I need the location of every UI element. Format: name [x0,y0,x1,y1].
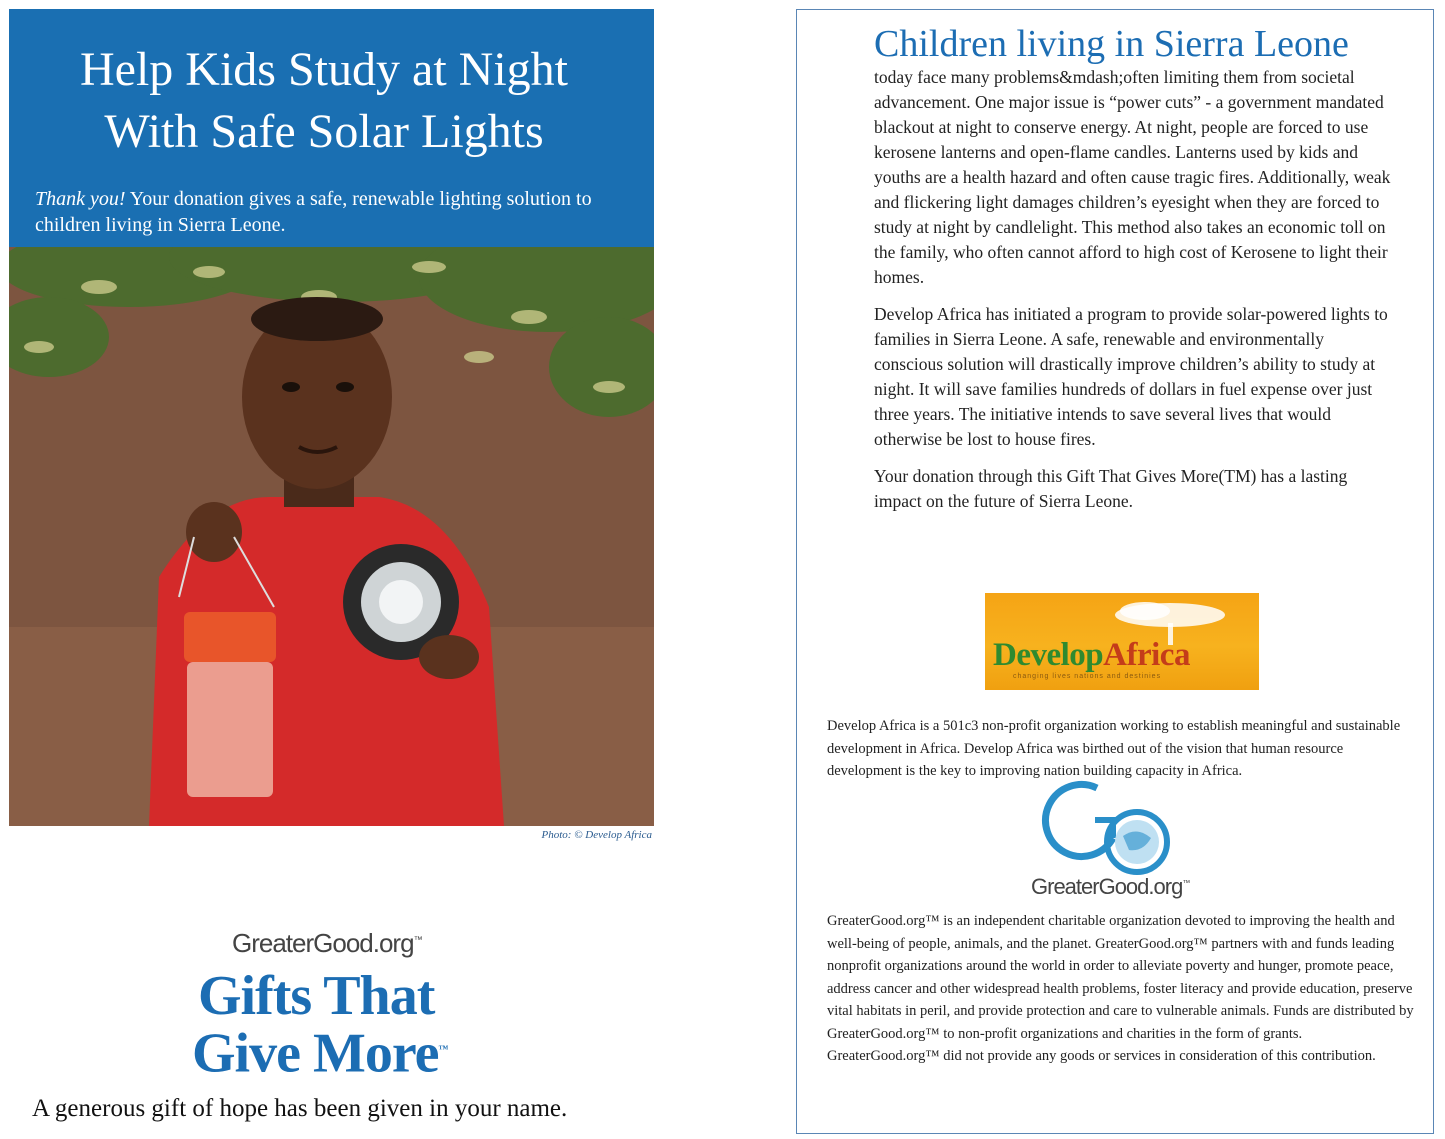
wordmark-develop: Develop [993,637,1104,673]
greatergood-logo [1027,780,1217,905]
develop-africa-tagline: changing lives nations and destinies [1013,673,1162,680]
photo-credit: Photo: © Develop Africa [541,829,652,841]
develop-africa-wordmark [993,637,1190,674]
title-line-2: With Safe Solar Lights [104,105,544,158]
develop-africa-about: Develop Africa is a 501c3 non-profit organization working to establish meaningful and sustainable development in Africa. Develop Africa was birthed out of the vision that human resource development is the key to improving nation building capacity in Africa. [827,718,1401,779]
gg-wordmark-tm: ™ [1182,878,1190,888]
child-with-solar-light-photo [9,247,654,826]
thank-you-emphasis: Thank you! [35,188,126,210]
logo-org-tm: ™ [413,934,422,945]
logo-line-1: Gifts That [198,965,435,1027]
donation-card-back [796,9,1434,1134]
logo-line-2-text: Give More [192,1022,439,1085]
section-title: Children living in Sierra Leone [874,23,1349,65]
photo-illustration [9,247,654,826]
wordmark-africa: Africa [1103,637,1190,673]
logo-org-text [232,928,422,959]
gifts-that-give-more-logo [190,928,480,1085]
logo-org-name: GreaterGood.org [232,928,414,958]
header-band [9,9,654,247]
go-globe-icon [1027,780,1217,880]
paragraph-impact: Your donation through this Gift That Gives More(TM) has a lasting impact on the future of Sierra Leone. [874,466,1348,511]
gift-tagline: A generous gift of hope has been given in your name. [32,1095,568,1122]
develop-africa-logo [985,593,1259,690]
thank-you-body: Your donation gives a safe, renewable lighting solution to children living in Sierra Leone. [35,188,592,236]
greatergood-about: GreaterGood.org™ is an independent charitable organization devoted to improving the health and well-being of people, animals, and the planet. GreaterGood.org™ partners with and funds leading nonprofit organizations around the world in order to alleviate poverty and hunger, promote peace, address cancer and other widespread health problems, foster literacy and provide education, preserve vital habitats in peril, and provide protection and care to vulnerable animals. Funds are distributed by GreaterGood.org™ to non-profit organizations and charities in the form of grants. GreaterGood.org™ did not provide any goods or services in consideration of this contribution. [827,913,1414,1064]
program-description [874,65,1394,526]
thank-you-text [35,186,640,238]
paragraph-problem: today face many problems&mdash;often limiting them from societal advancement. One major issue is “power cuts” - a government mandated blackout at night to conserve energy. At night, people are forced to use kerosene lanterns and open-flame candles. Lanterns used by kids and youths are a health hazard and often cause tragic fires. Additionally, weak and flickering light damages children’s eyesight when they are forced to study at night by candlelight. This method also takes an economic toll on the family, who often cannot afford to high cost of Kerosene to light their homes. [874,67,1391,287]
page-title [9,39,639,163]
logo-line-2-tm: ™ [438,1044,448,1055]
paragraph-program: Develop Africa has initiated a program to provide solar-powered lights to families in Sierra Leone. A safe, renewable and environmentally conscious solution will drastically improve children’s ability to study at night. It will save families hundreds of dollars in fuel expense over just three years. The initiative intends to save several lives that would otherwise be lost to house fires. [874,304,1388,449]
greatergood-wordmark [1031,874,1189,900]
gg-wordmark-text: GreaterGood.org [1031,874,1183,899]
donation-card-front [0,0,660,1139]
title-line-1: Help Kids Study at Night [80,43,568,96]
logo-line-2 [192,1022,448,1085]
